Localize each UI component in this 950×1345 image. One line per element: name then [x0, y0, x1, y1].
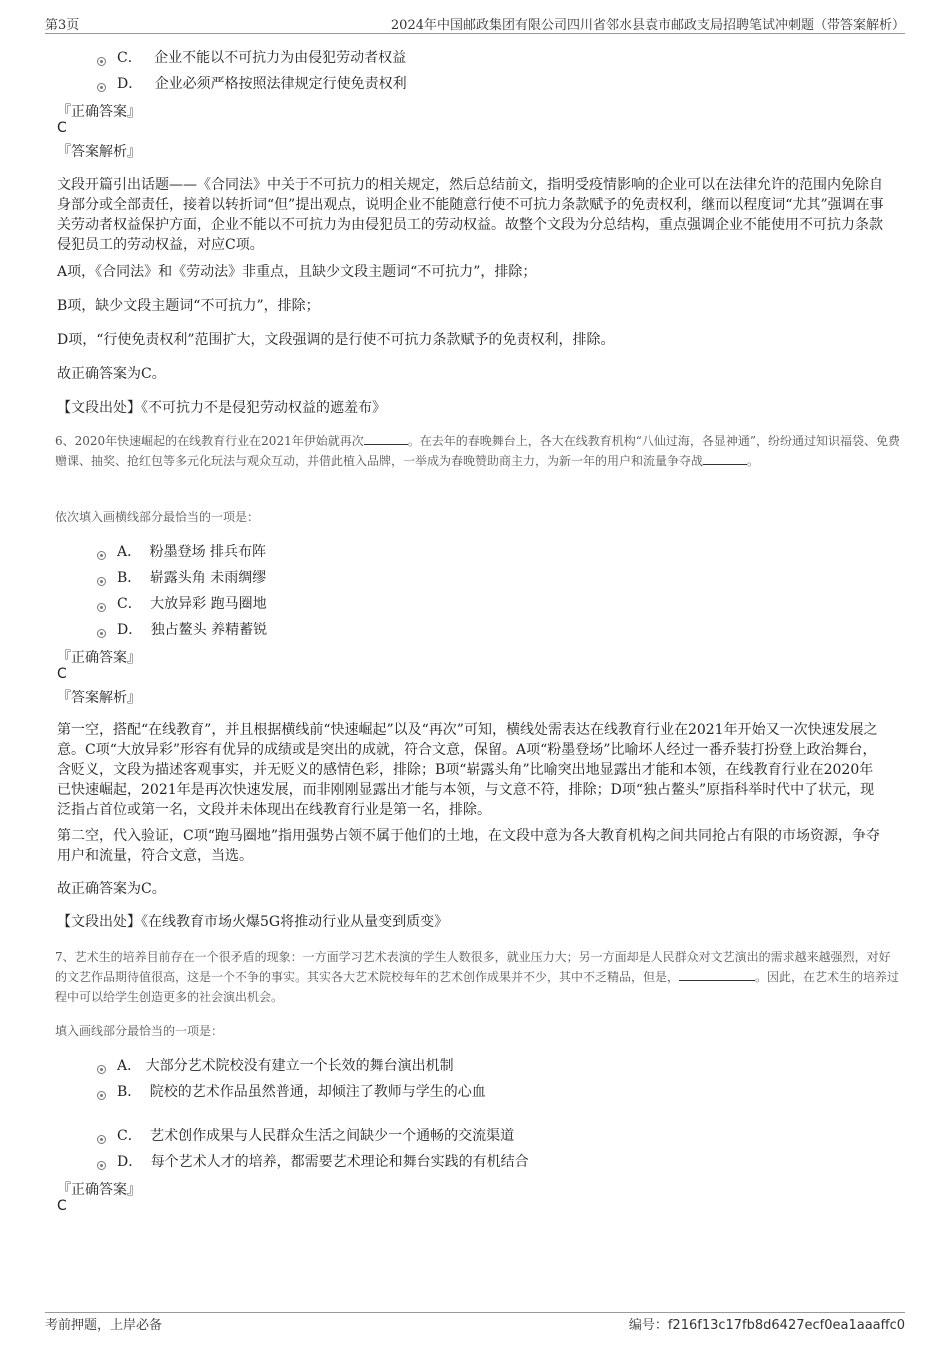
answer-value: C	[57, 120, 67, 136]
code-value: f216f13c17fb8d6427ecf0ea1aaaffc0	[667, 1318, 905, 1333]
analysis-paragraph: B项，缺少文段主题词“不可抗力”，排除；	[57, 298, 320, 314]
option-letter: D．	[117, 1154, 143, 1170]
stem-text: 7、艺术生的培养目前存在一个很矛盾的现象：一方面学习艺术表演的学生人数很多，就业压力大；另一方面却是人民群众对文艺演出的需求越来越强烈，对好的文艺作品期待值很高，这是一个不争的事实。其实各大艺术院校每年的艺术创作成果并不少，其中不乏精品，但是，	[55, 950, 891, 984]
radio-option-c[interactable]	[97, 603, 106, 612]
radio-option-d[interactable]	[97, 1161, 106, 1170]
radio-option-c[interactable]	[97, 57, 106, 66]
option-text: 大放异彩 跑马圈地	[150, 596, 267, 612]
option-letter: C．	[117, 50, 142, 66]
radio-option-a[interactable]	[97, 551, 106, 560]
analysis-paragraph: A项，《合同法》和《劳动法》非重点，且缺少文段主题词“不可抗力”，排除；	[57, 264, 537, 280]
q7-option-d	[117, 1151, 529, 1171]
blank-line	[679, 979, 755, 981]
code-label: 编号：	[628, 1318, 668, 1333]
source-citation: 【文段出处】《在线教育市场火爆5G将推动行业从量变到质变》	[57, 914, 449, 930]
option-text: 院校的艺术作品虽然普通，却倾注了教师与学生的心血	[149, 1084, 486, 1100]
footer-slogan: 考前押题，上岸必备	[45, 1318, 163, 1333]
question-stem	[55, 431, 900, 471]
q6-option-a	[117, 541, 266, 561]
answer-label: 『正确答案』	[57, 104, 141, 120]
option-letter: C．	[117, 596, 142, 612]
analysis-paragraph: D项，“行使免责权利”范围扩大，文段强调的是行使不可抗力条款赋予的免责权利，排除。	[57, 332, 615, 348]
question-stem	[55, 947, 900, 1007]
analysis-label: 『答案解析』	[57, 144, 141, 160]
radio-option-b[interactable]	[97, 1091, 106, 1100]
radio-option-c[interactable]	[97, 1135, 106, 1144]
radio-option-b[interactable]	[97, 577, 106, 586]
q5-option-d	[117, 73, 407, 93]
stem-text: 6、2020年快速崛起的在线教育行业在2021年伊始就再次	[55, 434, 364, 448]
option-text: 每个艺术人才的培养，都需要艺术理论和舞台实践的有机结合	[150, 1154, 529, 1170]
analysis-paragraph: 故正确答案为C。	[57, 366, 166, 382]
header-divider	[45, 33, 905, 34]
option-text: 艺术创作成果与人民群众生活之间缺少一个通畅的交流渠道	[150, 1128, 515, 1144]
document-code	[629, 1314, 905, 1333]
radio-option-d[interactable]	[97, 83, 106, 92]
option-letter: A．	[117, 1058, 142, 1074]
page-number: 第3页	[45, 18, 80, 33]
blank-line	[364, 443, 408, 445]
analysis-label: 『答案解析』	[57, 690, 141, 706]
option-text: 独占鳌头 养精蓄锐	[150, 622, 268, 638]
q6-option-c	[117, 593, 267, 613]
q5-option-c	[117, 47, 406, 67]
option-letter: B．	[117, 1084, 142, 1100]
q6-option-d	[117, 619, 267, 639]
radio-option-d[interactable]	[97, 629, 106, 638]
question-prompt: 填入画线部分最恰当的一项是：	[55, 1024, 224, 1038]
answer-label: 『正确答案』	[57, 1182, 141, 1198]
stem-text: 。在去年的春晚舞台上，各大在线教育机构“八仙过海，各显神通”，纷纷通过知识福袋、免费赠课、抽奖、抢红包等多元化玩法与观众互动，并借此植入品牌，一举成为春晚赞助商主力，为新一年的用户和流量争夺战	[55, 434, 900, 468]
option-letter: D．	[117, 622, 143, 638]
stem-text: 。	[747, 454, 760, 468]
analysis-paragraph: 文段开篇引出话题——《合同法》中关于不可抗力的相关规定，然后总结前文，指明受疫情影响的企业可以在法律允许的范围内免除自身部分或全部责任，接着以转折词“但”提出观点，说明企业不能随意行使不可抗力条款赋予的免责权利，继而以程度词“尤其”强调在事关劳动者权益保护方面，企业不能以不可抗力为由侵犯员工的劳动权益。故整个文段为分总结构，重点强调企业不能使用不可抗力条款侵犯员工的劳动权益，对应C项。	[57, 177, 884, 253]
option-text: 大部分艺术院校没有建立一个长效的舞台演出机制	[145, 1058, 454, 1074]
answer-value: C	[57, 1198, 67, 1214]
q7-option-c	[117, 1125, 514, 1145]
option-text: 企业必须严格按照法律规定行使免责权利	[154, 76, 407, 92]
document-title: 2024年中国邮政集团有限公司四川省邻水县袁市邮政支局招聘笔试冲刺题（带答案解析）	[390, 18, 905, 33]
answer-label: 『正确答案』	[57, 650, 141, 666]
option-text: 企业不能以不可抗力为由侵犯劳动者权益	[154, 50, 407, 66]
option-text: 崭露头角 未雨绸缪	[149, 570, 267, 586]
option-text: 粉墨登场 排兵布阵	[149, 544, 267, 560]
option-letter: B．	[117, 570, 142, 586]
footer-divider	[45, 1312, 905, 1313]
q6-option-b	[117, 567, 266, 587]
analysis-paragraph: 故正确答案为C。	[57, 881, 166, 897]
q7-option-b	[117, 1081, 486, 1101]
option-letter: C．	[117, 1128, 142, 1144]
question-prompt: 依次填入画横线部分最恰当的一项是：	[55, 510, 260, 524]
blank-line	[703, 463, 747, 465]
answer-value: C	[57, 666, 67, 682]
q7-option-a	[117, 1055, 454, 1075]
stem-text: 。因此，在艺术生的培养过程中可以给学生创造更多的社会演出机会。	[55, 970, 900, 1004]
source-citation: 【文段出处】《不可抗力不是侵犯劳动权益的遮羞布》	[57, 400, 386, 416]
analysis-paragraph: 第一空，搭配“在线教育”，并且根据横线前“快速崛起”以及“再次”可知，横线处需表达在线教育行业在2021年开始又一次快速发展之意。C项“大放异彩”形容有优异的成绩或是突出的成就，符合文意，保留。A项“粉墨登场”比喻坏人经过一番乔装打扮登上政治舞台，含贬义，文段为描述客观事实，并无贬义的感情色彩，排除；B项“崭露头角”比喻突出地显露出才能和本领，在线教育行业在2020年已快速崛起，2021年是再次快速发展，而非刚刚显露出才能与本领，与文意不符，排除；D项“独占鳌头”原指科举时代中了状元，现泛指占首位或第一名，文段并未体现出在线教育行业是第一名，排除。	[57, 722, 878, 818]
option-letter: D．	[117, 76, 143, 92]
radio-option-a[interactable]	[97, 1065, 106, 1074]
analysis-paragraph: 第二空，代入验证，C项“跑马圈地”指用强势占领不属于他们的土地，在文段中意为各大教育机构之间共同抢占有限的市场资源，争夺用户和流量，符合文意，当选。	[57, 828, 881, 864]
option-letter: A．	[117, 544, 142, 560]
